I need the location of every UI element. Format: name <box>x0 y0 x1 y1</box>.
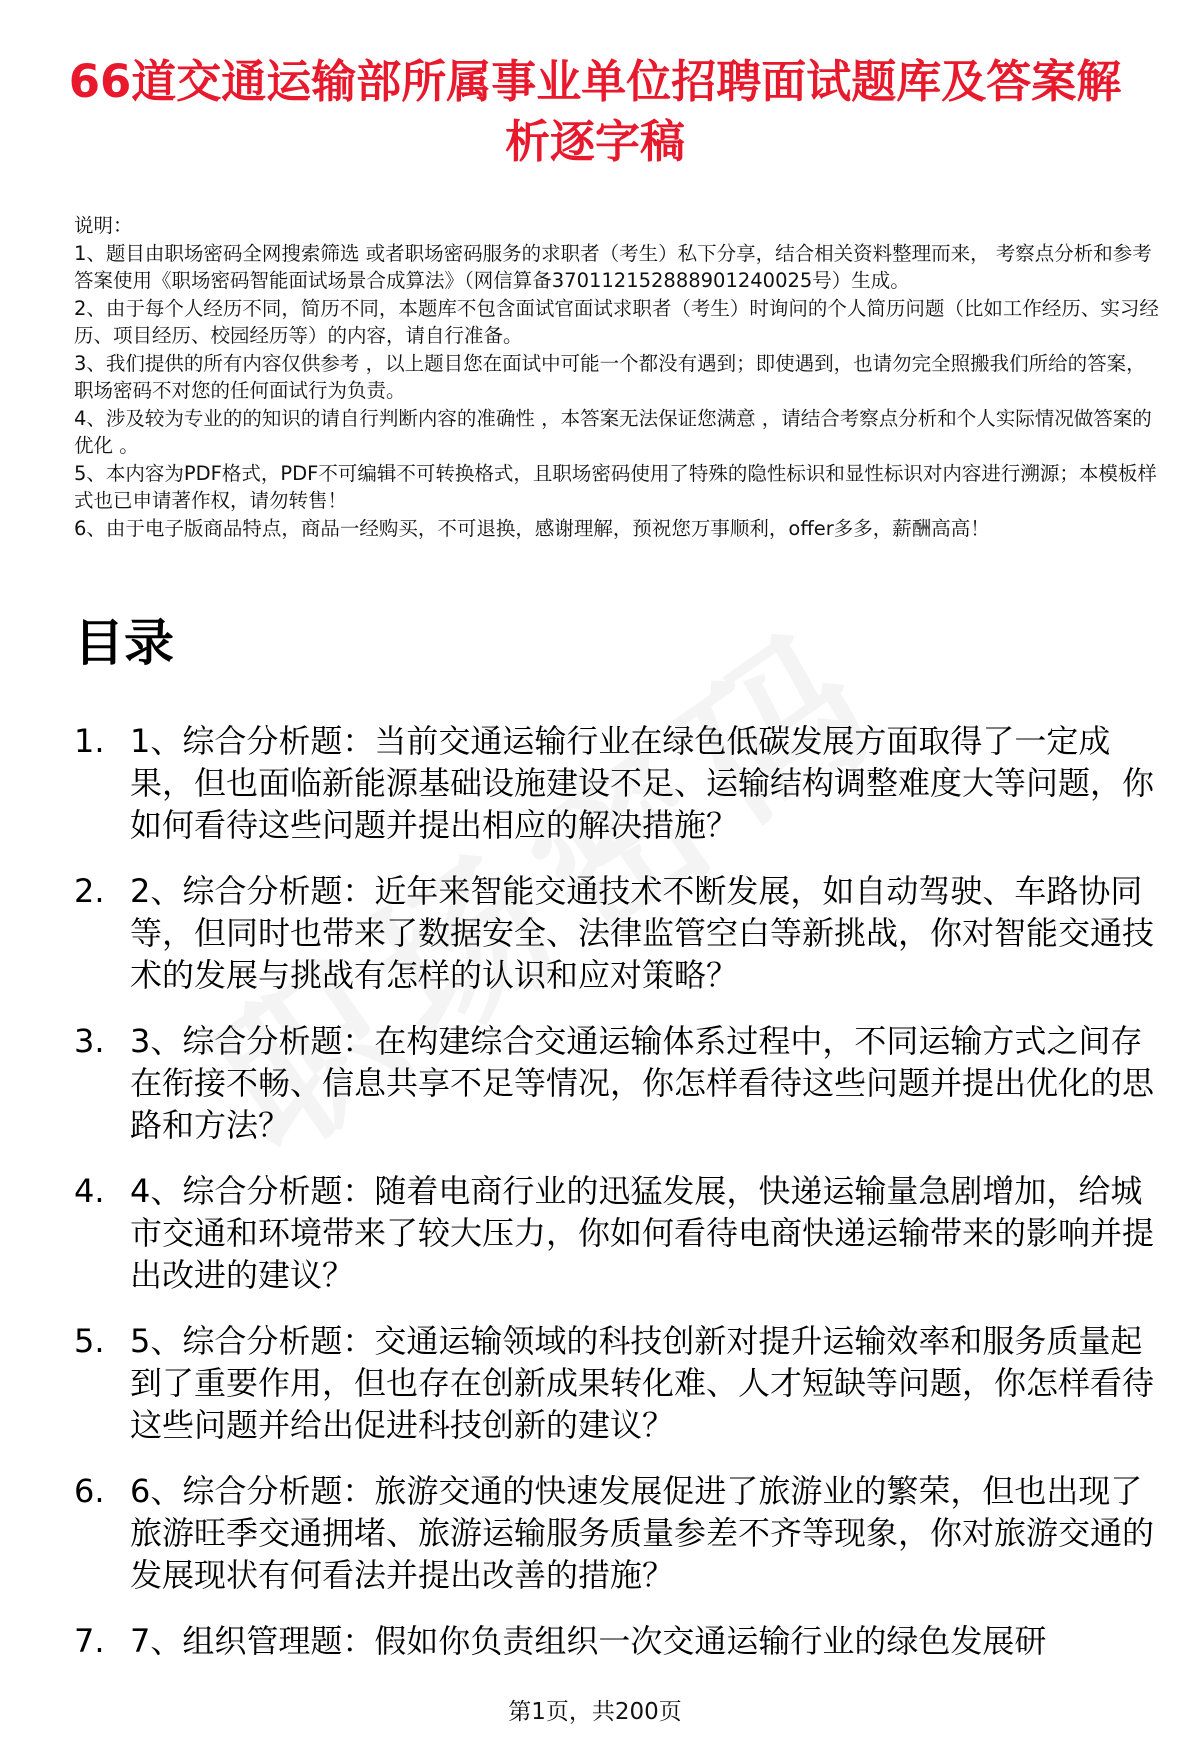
toc-item-text: 4、综合分析题：随着电商行业的迅猛发展，快递运输量急剧增加，给城市交通和环境带来了较大压力，你如何看待电商快递运输带来的影响并提出改进的建议？ <box>130 1172 1155 1294</box>
note-item: 1、题目由职场密码全网搜索筛选 或者职场密码服务的求职者（考生）私下分享，结合相关资料整理而来， 考察点分析和参考答案使用《职场密码智能面试场景合成算法》（网信算备370112152888901240025号）生成。 <box>74 241 1152 292</box>
toc-item-number: 3. <box>74 1022 105 1060</box>
toc-item-number: 5. <box>74 1322 105 1360</box>
page-footer: 第1页，共200页 <box>508 1699 682 1725</box>
toc-item[interactable] <box>74 1620 1174 1662</box>
note-item: 3、我们提供的所有内容仅供参考 ，以上题目您在面试中可能一个都没有遇到；即使遇到，也请勿完全照搬我们所给的答案，职场密码不对您的任何面试行为负责。 <box>74 351 1146 402</box>
toc-item-text: 2、综合分析题：近年来智能交通技术不断发展，如自动驾驶、车路协同等，但同时也带来了数据安全、法律监管空白等新挑战，你对智能交通技术的发展与挑战有怎样的认识和应对策略？ <box>130 872 1155 994</box>
notes-section <box>74 212 1164 542</box>
toc-item-number: 7. <box>74 1622 105 1660</box>
toc-item[interactable] <box>74 1470 1174 1596</box>
toc-heading: 目录 <box>74 614 174 672</box>
toc-item-number: 6. <box>74 1472 105 1510</box>
toc-item-text: 5、综合分析题：交通运输领域的科技创新对提升运输效率和服务质量起到了重要作用，但也存在创新成果转化难、人才短缺等问题，你怎样看待这些问题并给出促进科技创新的建议？ <box>130 1322 1155 1444</box>
toc-item[interactable] <box>74 1020 1174 1146</box>
toc-item[interactable] <box>74 1320 1174 1446</box>
toc-item-number: 1. <box>74 722 105 760</box>
toc-item-text: 7、组织管理题：假如你负责组织一次交通运输行业的绿色发展研 <box>130 1622 1047 1660</box>
toc-item[interactable] <box>74 1170 1174 1296</box>
note-item: 2、由于每个人经历不同，简历不同，本题库不包含面试官面试求职者（考生）时询问的个人简历问题（比如工作经历、实习经历、项目经历、校园经历等）的内容，请自行准备。 <box>74 296 1159 347</box>
notes-heading: 说明： <box>74 214 133 237</box>
toc-item-text: 3、综合分析题：在构建综合交通运输体系过程中，不同运输方式之间存在衔接不畅、信息共享不足等情况，你怎样看待这些问题并提出优化的思路和方法？ <box>130 1022 1155 1144</box>
toc-item[interactable] <box>74 720 1174 846</box>
toc-item[interactable] <box>74 870 1174 996</box>
toc-item-number: 2. <box>74 872 105 910</box>
note-item: 6、由于电子版商品特点，商品一经购买，不可退换，感谢理解，预祝您万事顺利，offer多多，薪酬高高！ <box>74 516 990 540</box>
toc-item-text: 1、综合分析题：当前交通运输行业在绿色低碳发展方面取得了一定成果，但也面临新能源基础设施建设不足、运输结构调整难度大等问题，你如何看待这些问题并提出相应的解决措施？ <box>130 722 1155 844</box>
note-item: 5、本内容为PDF格式，PDF不可编辑不可转换格式，且职场密码使用了特殊的隐性标识和显性标识对内容进行溯源；本模板样式也已申请著作权，请勿转售！ <box>74 461 1157 512</box>
toc-item-number: 4. <box>74 1172 105 1210</box>
document-title: 66道交通运输部所属事业单位招聘面试题库及答案解析逐字稿 <box>68 55 1122 168</box>
toc-item-text: 6、综合分析题：旅游交通的快速发展促进了旅游业的繁荣，但也出现了旅游旺季交通拥堵、旅游运输服务质量参差不齐等现象，你对旅游交通的发展现状有何看法并提出改善的措施？ <box>130 1472 1155 1594</box>
note-item: 4、涉及较为专业的的知识的请自行判断内容的准确性 ，本答案无法保证您满意 ，请结合考察点分析和个人实际情况做答案的优化 。 <box>74 406 1152 457</box>
toc-list <box>74 720 1174 1686</box>
